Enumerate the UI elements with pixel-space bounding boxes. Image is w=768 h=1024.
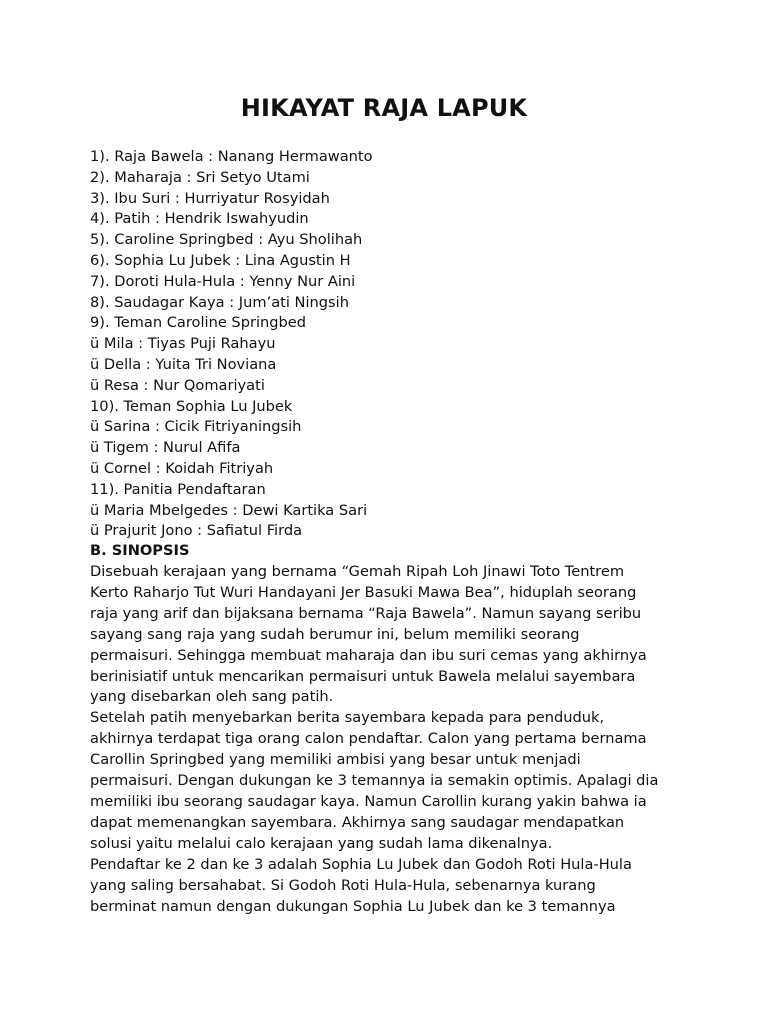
synopsis-heading: B. SINOPSIS: [90, 542, 190, 559]
cast-item: ü Sarina : Cicik Fitriyaningsih: [90, 418, 302, 436]
synopsis-line: sayang sang raja yang sudah berumur ini, belum memiliki seorang: [90, 625, 580, 643]
synopsis-line: berinisiatif untuk mencarikan permaisuri untuk Bawela melalui sayembara: [90, 667, 636, 685]
cast-item: 2). Maharaja : Sri Setyo Utami: [90, 168, 310, 186]
synopsis-line: akhirnya terdapat tiga orang calon pendaftar. Calon yang pertama bernama: [90, 730, 647, 748]
synopsis-line: dapat memenangkan sayembara. Akhirnya sang saudagar mendapatkan: [90, 813, 625, 831]
cast-item: 8). Saudagar Kaya : Jum’ati Ningsih: [90, 293, 349, 311]
cast-item: 6). Sophia Lu Jubek : Lina Agustin H: [90, 251, 351, 269]
cast-item: ü Cornel : Koidah Fitriyah: [90, 459, 274, 477]
cast-item: 7). Doroti Hula-Hula : Yenny Nur Aini: [90, 272, 356, 290]
document-title: HIKAYAT RAJA LAPUK: [240, 94, 528, 122]
cast-item: 5). Caroline Springbed : Ayu Sholihah: [90, 231, 363, 249]
cast-item: ü Tigem : Nurul Afifa: [90, 439, 241, 457]
synopsis-line: raja yang arif dan bijaksana bernama “Raja Bawela”. Namun sayang seribu: [90, 604, 642, 622]
synopsis-line: yang disebarkan oleh sang patih.: [90, 688, 334, 706]
synopsis-line: Setelah patih menyebarkan berita sayembara kepada para penduduk,: [90, 709, 605, 727]
synopsis-line: Disebuah kerajaan yang bernama “Gemah Ripah Loh Jinawi Toto Tentrem: [90, 563, 625, 580]
synopsis-line: permaisuri. Dengan dukungan ke 3 temannya ia semakin optimis. Apalagi dia: [90, 772, 659, 790]
cast-item: 10). Teman Sophia Lu Jubek: [90, 397, 293, 415]
synopsis-line: berminat namun dengan dukungan Sophia Lu Jubek dan ke 3 temannya: [90, 897, 616, 915]
synopsis-line: Pendaftar ke 2 dan ke 3 adalah Sophia Lu Jubek dan Godoh Roti Hula-Hula: [90, 855, 632, 873]
cast-item: ü Resa : Nur Qomariyati: [90, 376, 265, 394]
cast-item: 11). Panitia Pendaftaran: [90, 480, 266, 498]
synopsis-line: solusi yaitu melalui calo kerajaan yang sudah lama dikenalnya.: [90, 834, 553, 852]
synopsis-line: Kerto Raharjo Tut Wuri Handayani Jer Basuki Mawa Bea”, hiduplah seorang: [90, 583, 637, 601]
cast-item: 1). Raja Bawela : Nanang Hermawanto: [90, 148, 373, 165]
cast-item: 9). Teman Caroline Springbed: [90, 314, 307, 332]
synopsis-line: Carollin Springbed yang memiliki ambisi yang besar untuk menjadi: [90, 751, 581, 769]
synopsis-line: permaisuri. Sehingga membuat maharaja dan ibu suri cemas yang akhirnya: [90, 646, 647, 664]
cast-list: [90, 147, 710, 542]
synopsis-line: memiliki ibu seorang saudagar kaya. Namun Carollin kurang yakin bahwa ia: [90, 792, 647, 810]
cast-item: ü Maria Mbelgedes : Dewi Kartika Sari: [90, 501, 368, 519]
cast-item: 3). Ibu Suri : Hurriyatur Rosyidah: [90, 189, 330, 207]
cast-item: ü Mila : Tiyas Puji Rahayu: [90, 335, 276, 353]
synopsis-text: [90, 562, 700, 917]
synopsis-line: yang saling bersahabat. Si Godoh Roti Hula-Hula, sebenarnya kurang: [90, 876, 596, 894]
cast-item: ü Della : Yuita Tri Noviana: [90, 355, 277, 373]
cast-item: 4). Patih : Hendrik Iswahyudin: [90, 210, 309, 228]
cast-item: ü Prajurit Jono : Safiatul Firda: [90, 522, 303, 540]
